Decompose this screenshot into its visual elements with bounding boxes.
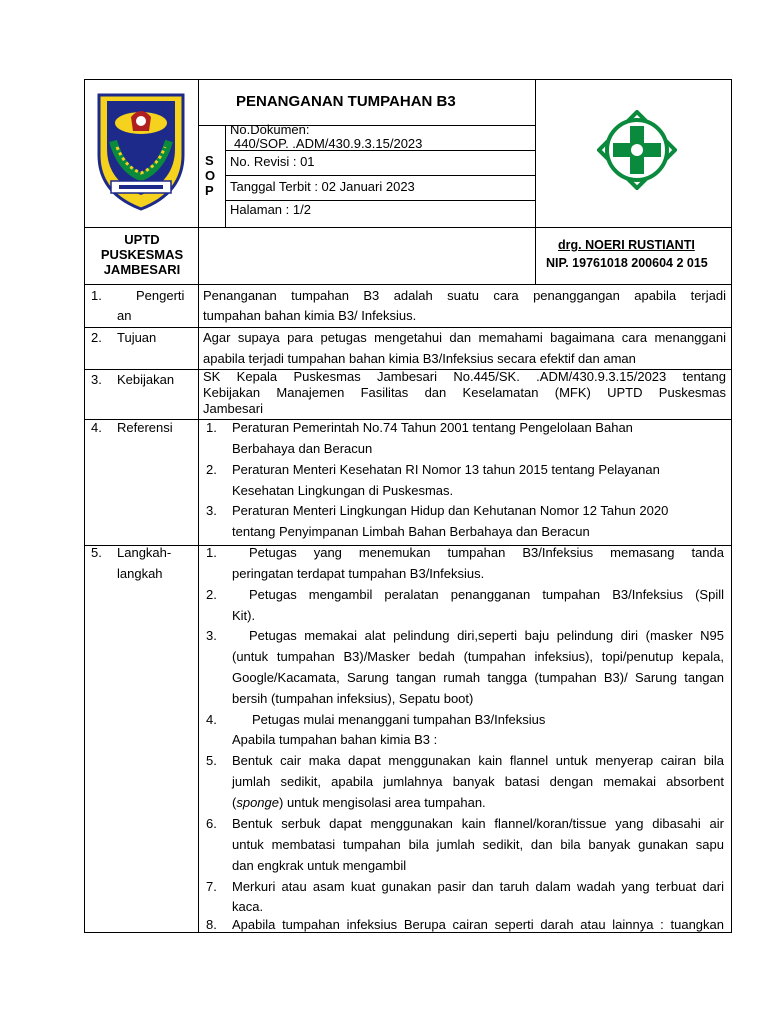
step-5-number: 5. xyxy=(206,753,217,768)
org-line-2: PUSKESMAS xyxy=(100,247,184,262)
divider-sop xyxy=(225,125,226,227)
step-4-number: 4. xyxy=(206,712,217,727)
section-4-label: Referensi xyxy=(117,420,173,435)
ref-3-line-2: tentang Penyimpanan Limbah Bahan Berbahaya dan Beracun xyxy=(232,524,590,539)
step-6-line-2: untuk membatasi tumpahan bila jumlah sedikit, dan bila banyak gunakan sapu xyxy=(232,837,724,852)
sop-letter-o: O xyxy=(205,168,216,183)
ref-2-line-1: Peraturan Menteri Kesehatan RI Nomor 13 tahun 2015 tentang Pelayanan xyxy=(232,462,660,477)
puskesmas-logo xyxy=(597,110,677,190)
org-line-1: UPTD xyxy=(124,232,160,247)
border-top xyxy=(84,79,732,80)
section-4-number: 4. xyxy=(91,420,102,435)
section-1-line-2: tumpahan bahan kimia B3/ Infeksius. xyxy=(203,308,417,323)
emblem-icon xyxy=(91,89,191,213)
section-1-label: Pengerti xyxy=(136,288,185,303)
step-5-line-1: Bentuk cair maka dapat menggunakan kain flannel untuk menyerap cairan bila xyxy=(232,753,724,768)
halaman: Halaman : 1/2 xyxy=(230,202,311,217)
step-1-line-2: peringatan terdapat tumpahan B3/Infeksius. xyxy=(232,566,485,581)
section-5-label: Langkah- xyxy=(117,545,172,560)
section-3-label: Kebijakan xyxy=(117,372,175,387)
puskesmas-cross-icon xyxy=(597,110,677,190)
border-left xyxy=(84,79,85,933)
step-3-line-1: Petugas memakai alat pelindung diri,seperti baju pelindung diri (masker N95 xyxy=(249,628,724,643)
ref-2-line-2: Kesehatan Lingkungan di Puskesmas. xyxy=(232,483,454,498)
step-6-number: 6. xyxy=(206,816,217,831)
section-1-line-1: Penanganan tumpahan B3 adalah suatu cara penanggangan apabila terjadi xyxy=(203,288,726,303)
divider-col1 xyxy=(198,79,199,933)
step-6-line-1: Bentuk serbuk dapat menggunakan kain flannel/koran/tissue yang dibasahi air xyxy=(232,816,724,831)
step-8-number: 8. xyxy=(206,917,217,932)
section-3-line-2: Kebijakan Manajemen Fasilitas dan Keselamatan (MFK) UPTD Puskesmas xyxy=(203,385,726,400)
ref-1-line-1: Peraturan Pemerintah No.74 Tahun 2001 tentang Pengelolaan Bahan xyxy=(232,420,633,435)
section-1-number: 1. xyxy=(91,288,102,303)
step-2-number: 2. xyxy=(206,587,217,602)
step-5-italic: sponge xyxy=(236,795,279,810)
section-2-line-1: Agar supaya para petugas mengetahui dan memahami bagaimana cara menanggani xyxy=(203,330,726,345)
section-3-line-3: Jambesari xyxy=(203,401,263,416)
sop-letter-s: S xyxy=(205,153,214,168)
step-4-line-2: Apabila tumpahan bahan kimia B3 : xyxy=(232,732,438,747)
border-right xyxy=(731,79,732,933)
step-6-line-3: dan engkrak untuk mengambil xyxy=(232,858,407,873)
section-2-number: 2. xyxy=(91,330,102,345)
step-5-paren-open: ( xyxy=(232,795,237,810)
section-1-label-cont: an xyxy=(117,308,132,323)
step-4-line-1: Petugas mulai menanggani tumpahan B3/Infeksius xyxy=(252,712,546,727)
tanggal-terbit: Tanggal Terbit : 02 Januari 2023 xyxy=(230,179,415,194)
no-dokumen-label: No.Dokumen: xyxy=(230,122,310,137)
step-3-number: 3. xyxy=(206,628,217,643)
no-revisi: No. Revisi : 01 xyxy=(230,154,315,169)
ref-1-line-2: Berbahaya dan Beracun xyxy=(232,441,373,456)
org-line-3: JAMBESARI xyxy=(103,262,181,277)
sop-document xyxy=(84,79,732,933)
step-3-line-2: (untuk tumpahan B3)/Masker bedah (tumpahan infeksius), topi/penutup kepala, xyxy=(232,649,724,664)
ref-1-number: 1. xyxy=(206,420,217,435)
step-5-line-3-rest: ) untuk mengisolasi area tumpahan. xyxy=(279,795,486,810)
divider-col-right-org xyxy=(535,227,536,284)
step-3-line-3: Google/Kacamata, Sarung tangan rumah tangga (tumpahan B3)/ Sarung tangan xyxy=(232,670,724,685)
regency-emblem xyxy=(91,89,191,213)
step-7-line-1: Merkuri atau asam kuat gunakan pasir dan taruh dalam wadah yang terbuat dari xyxy=(232,879,724,894)
no-dokumen-value: 440/SOP. .ADM/430.9.3.15/2023 xyxy=(234,136,423,151)
section-5-label-cont: langkah xyxy=(117,566,163,581)
step-2-line-1: Petugas mengambil peralatan penangganan tumpahan B3/Infeksius (Spill xyxy=(249,587,724,602)
sop-letter-p: P xyxy=(205,183,214,198)
step-1-number: 1. xyxy=(206,545,217,560)
section-2-line-2: apabila terjadi tumpahan bahan kimia B3/Infeksius secara efektif dan aman xyxy=(203,351,636,366)
section-3-number: 3. xyxy=(91,372,102,387)
ref-3-line-1: Peraturan Menteri Lingkungan Hidup dan Kehutanan Nomor 12 Tahun 2020 xyxy=(232,503,669,518)
divider-header-bottom xyxy=(84,227,732,228)
step-3-line-4: bersih (tumpahan infeksius), Sepatu boot) xyxy=(232,691,474,706)
signer-name: drg. NOERI RUSTIANTI xyxy=(558,238,695,252)
divider-col-right xyxy=(535,79,536,227)
step-8-line-1: Apabila tumpahan infeksius Berupa cairan seperti darah atau lainnya : tuangkan xyxy=(232,917,724,932)
section-5-number: 5. xyxy=(91,545,102,560)
ref-2-number: 2. xyxy=(206,462,217,477)
step-7-line-2: kaca. xyxy=(232,899,264,914)
signer-nip: NIP. 19761018 200604 2 015 xyxy=(546,256,708,270)
step-1-line-1: Petugas yang menemukan tumpahan B3/Infeksius memasang tanda xyxy=(249,545,724,560)
step-7-number: 7. xyxy=(206,879,217,894)
step-2-line-2: Kit). xyxy=(232,608,256,623)
ref-3-number: 3. xyxy=(206,503,217,518)
section-3-line-1: SK Kepala Puskesmas Jambesari No.445/SK. .ADM/430.9.3.15/2023 tentang xyxy=(203,369,726,384)
section-2-label: Tujuan xyxy=(117,330,157,345)
step-5-line-2: jumlah sedikit, apabila jumlahnya banyak batasi dengan memakai absorbent xyxy=(232,774,724,789)
step-5-line-3 xyxy=(232,792,486,813)
sop-title: PENANGANAN TUMPAHAN B3 xyxy=(236,93,456,110)
